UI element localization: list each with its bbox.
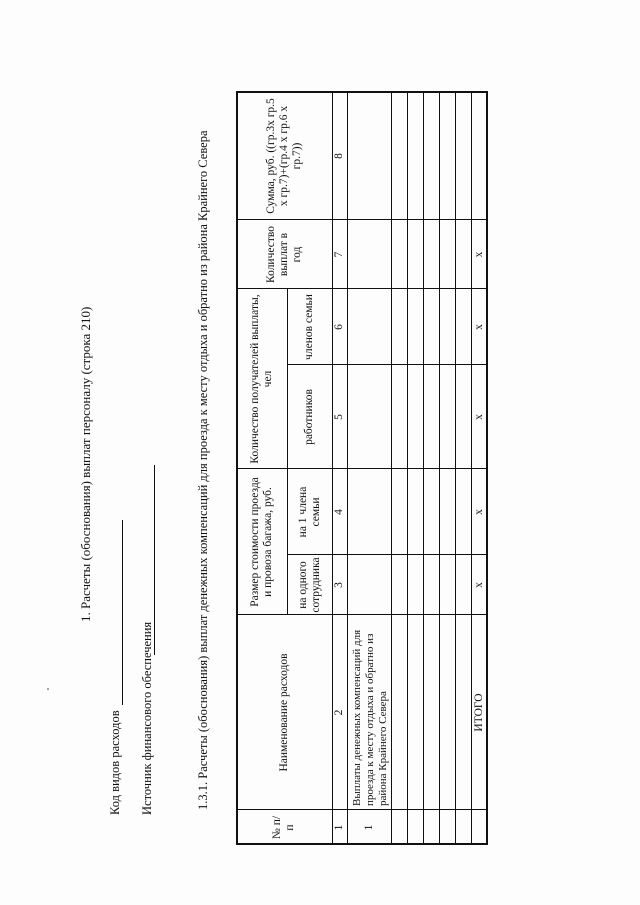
header-payments-per-year: Количество выплат в год [264,226,303,283]
header-num: № п/п [271,815,296,840]
row-1-name: Выплаты денежных компенсаций для проезда к месту отдыха и обратно из района Крайнего Севера [351,629,389,806]
funding-source-blank [154,465,155,655]
expense-code-blank [122,520,123,705]
total-mark-4: x [472,509,485,515]
document-heading: 1. Расчеты (обоснования) выплат персоналу (строка 210) [78,306,93,622]
total-mark-6: x [472,324,485,330]
header-cost-group: Размер стоимости проезда и провоза багажа, руб. [248,477,274,607]
header-cost-family: на 1 члена семьи [296,486,322,538]
header-recipients-family: членов семьи [303,294,315,360]
expense-code-label: Код видов расходов [108,710,122,815]
compensation-table [236,92,488,845]
colnum-3: 3 [333,582,345,588]
table-title: 1.3.1. Расчеты (обоснования) выплат денежных компенсаций для проезда к месту отдыха и обратно из района Крайнего Севера [196,130,210,810]
colnum-4: 4 [333,509,345,515]
total-mark-7: x [472,251,485,258]
colnum-2: 2 [333,709,345,716]
colnum-6: 6 [333,324,345,330]
header-cost-employee: на одного сотрудника [296,557,322,613]
colnum-8: 8 [333,153,345,159]
colnum-1: 1 [333,824,345,831]
row-1-num: 1 [362,824,375,831]
colnum-5: 5 [333,414,345,420]
total-mark-5: x [472,414,485,420]
header-recipients-workers: работников [303,389,315,445]
header-name: Наименование расходов [277,653,290,772]
header-recipients-group: Количество получателей выплаты, чел [248,294,274,464]
total-mark-3: x [472,582,485,588]
header-sum: Сумма, руб. ((гр.3х гр.5 х гр.7)+(гр.4 х гр.6 х гр.7)) [264,98,303,214]
total-label: ИТОГО [472,693,485,732]
funding-source-label: Источник финансового обеспечения [140,621,154,815]
colnum-7: 7 [333,251,345,258]
scan-speck [47,688,49,690]
